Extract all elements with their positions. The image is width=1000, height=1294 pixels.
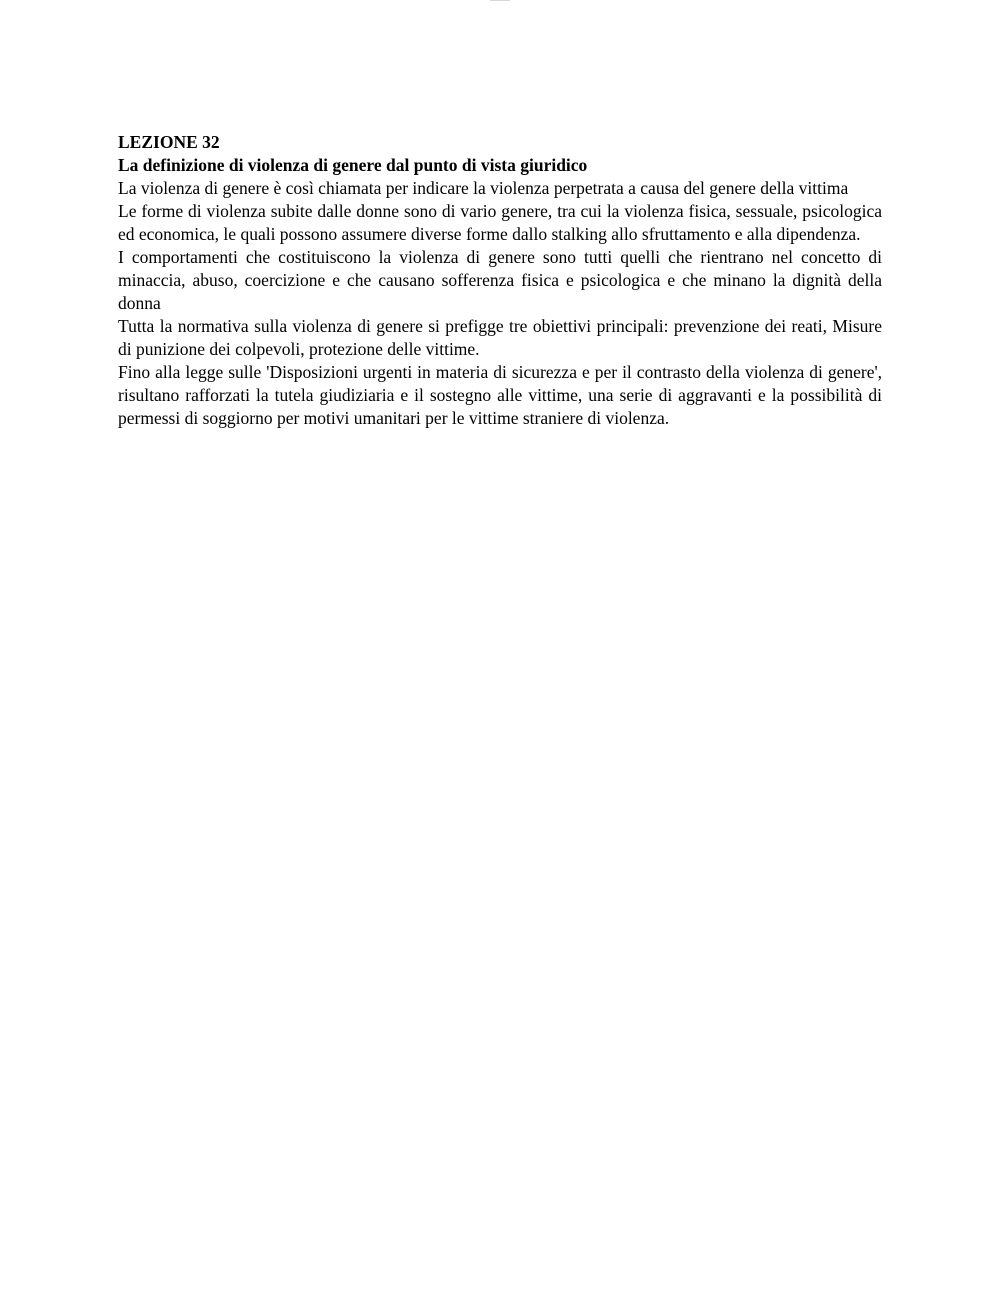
lesson-title: LEZIONE 32: [118, 132, 220, 152]
paragraph-3: I comportamenti che costituiscono la violenza di genere sono tutti quelli che rientrano nel concetto di minaccia, abuso, coercizione e che causano sofferenza fisica e psicologica e che minano la dignità della donna: [118, 247, 882, 313]
paragraph-5: Fino alla legge sulle 'Disposizioni urgenti in materia di sicurezza e per il contrasto della violenza di genere', risultano rafforzati la tutela giudiziaria e il sostegno alle vittime, una serie di aggravanti e la possibilità di permessi di soggiorno per motivi umanitari per le vittime straniere di violenza.: [118, 362, 882, 428]
paragraph-2: Le forme di violenza subite dalle donne sono di vario genere, tra cui la violenza fisica, sessuale, psicologica ed economica, le quali possono assumere diverse forme dallo stalking allo sfruttamento e alla dipendenza.: [118, 201, 882, 244]
document-body: [118, 131, 882, 430]
paragraph-1: La violenza di genere è così chiamata per indicare la violenza perpetrata a causa del genere della vittima: [118, 178, 849, 198]
paragraph-4: Tutta la normativa sulla violenza di genere si prefigge tre obiettivi principali: prevenzione dei reati, Misure di punizione dei colpevoli, protezione delle vittime.: [118, 316, 882, 359]
header-mark: [490, 0, 510, 4]
lesson-subtitle: La definizione di violenza di genere dal punto di vista giuridico: [118, 155, 588, 175]
